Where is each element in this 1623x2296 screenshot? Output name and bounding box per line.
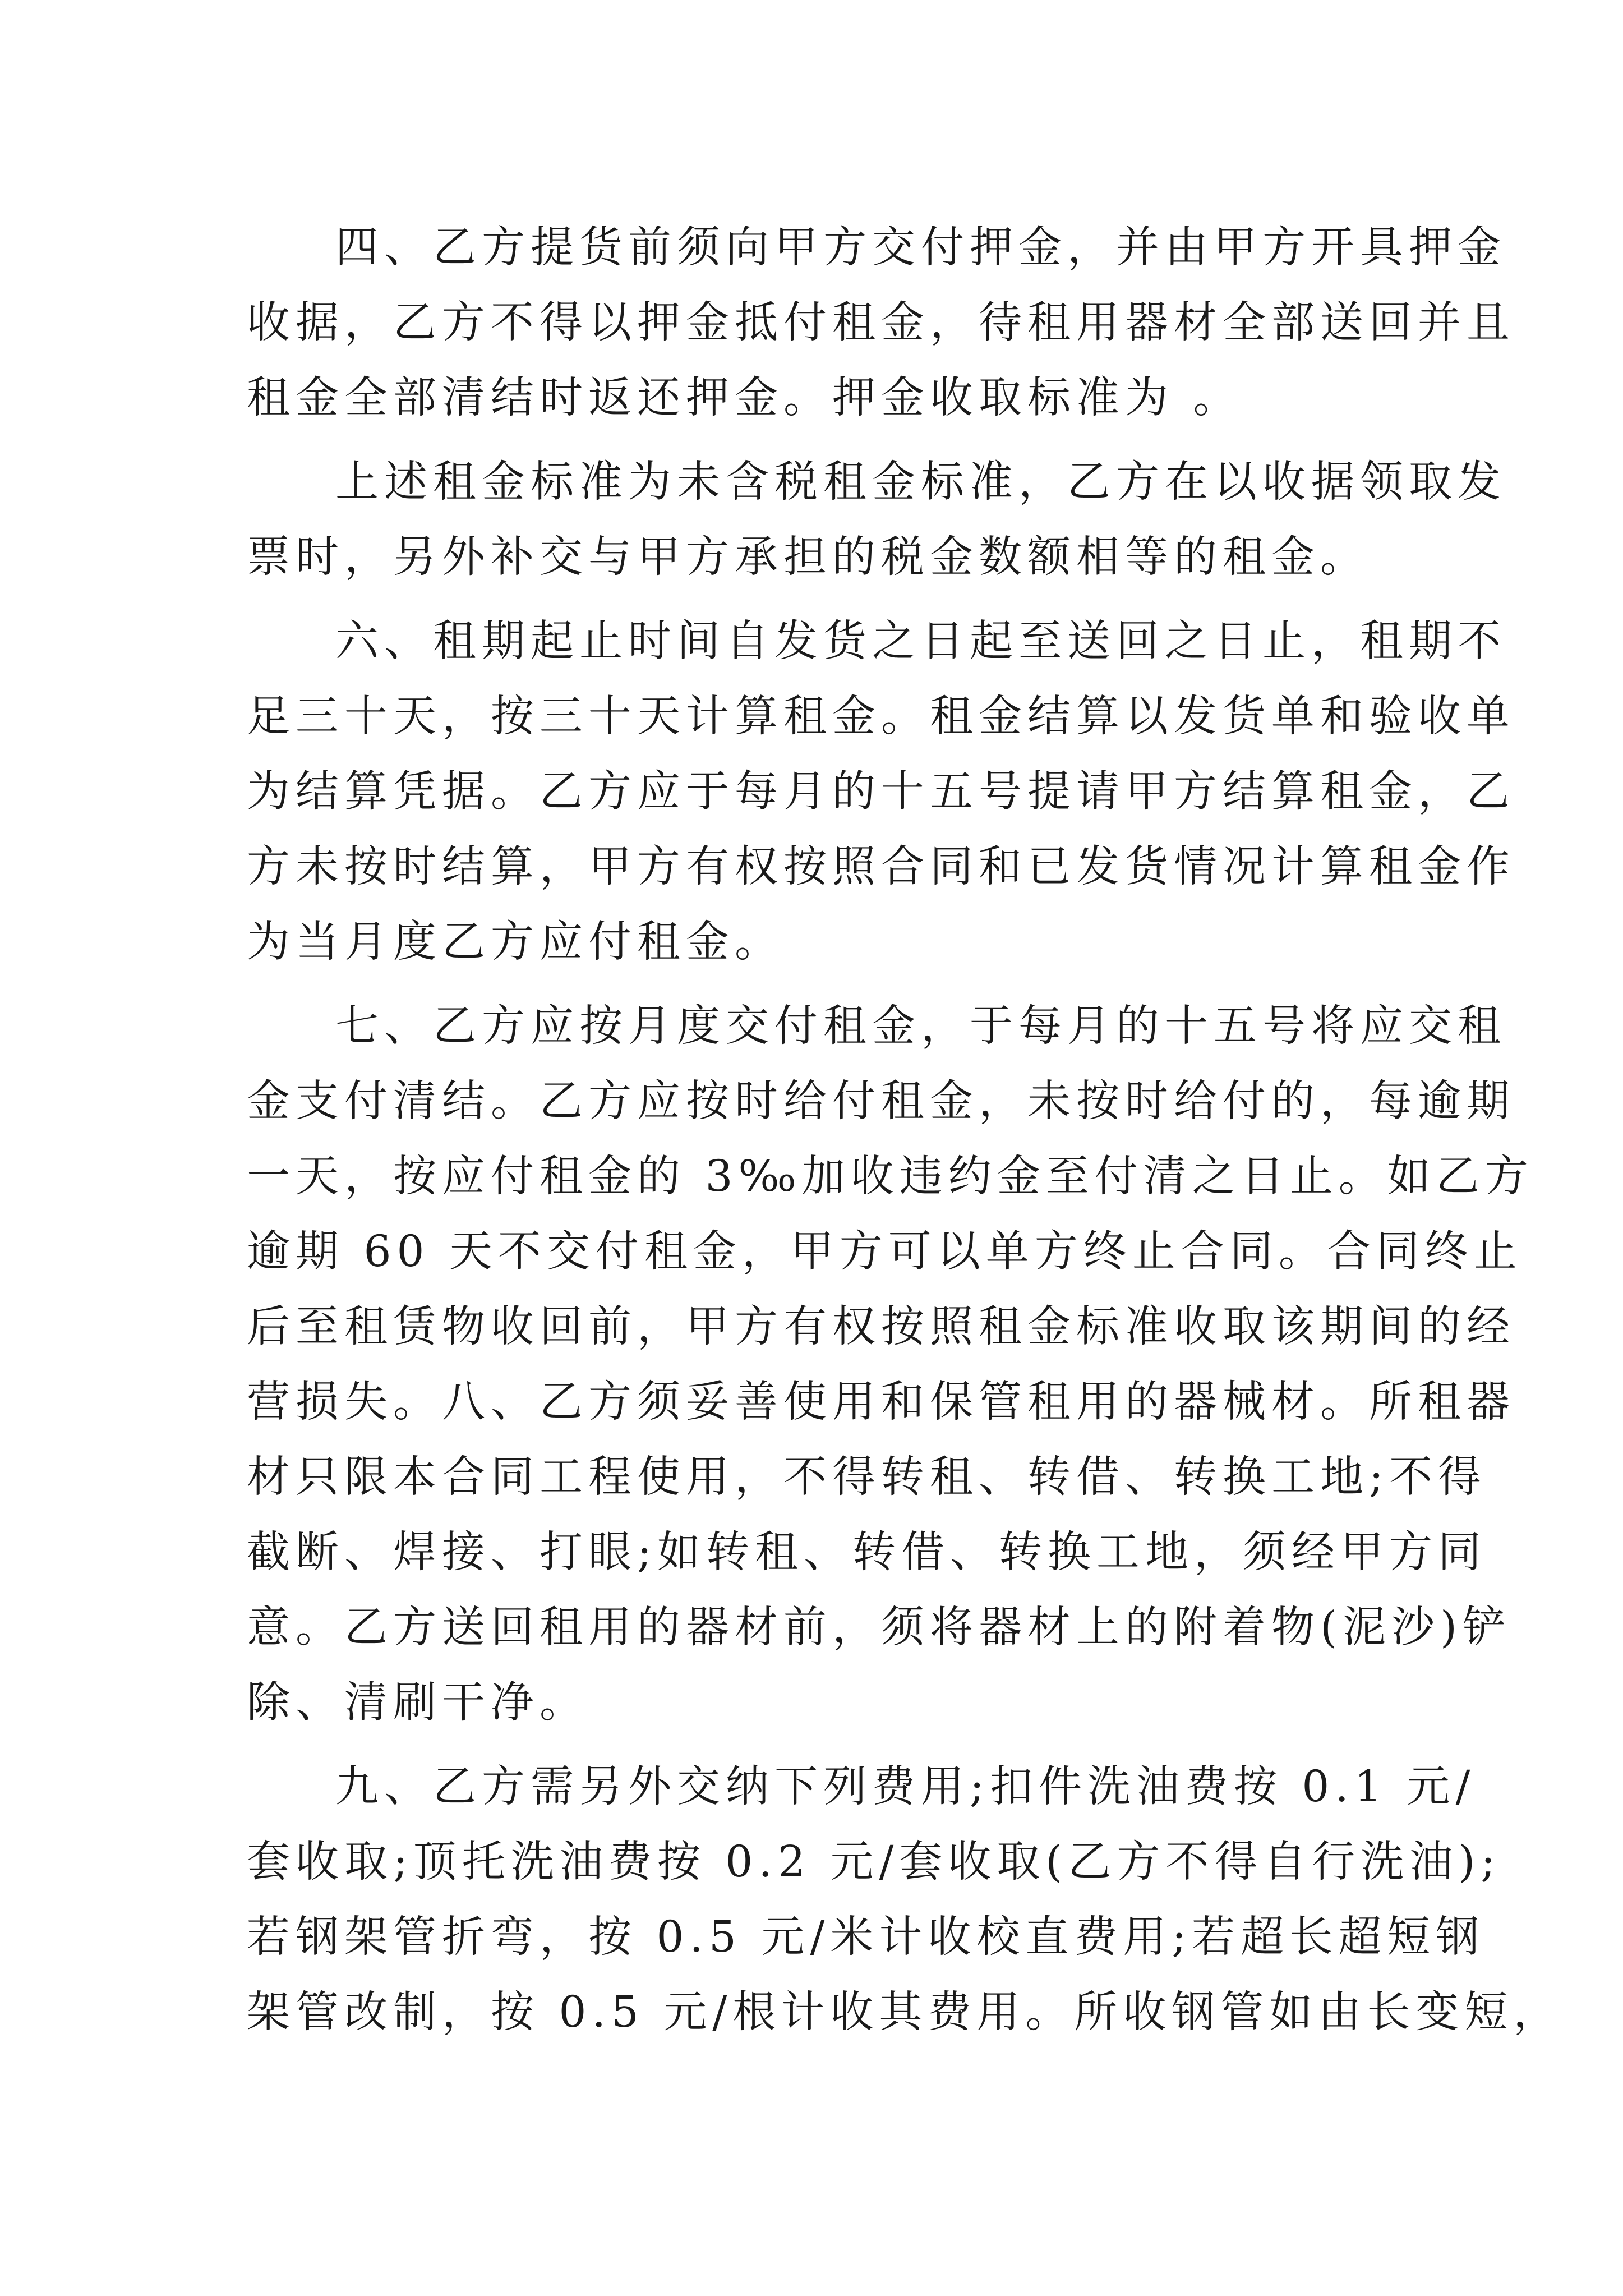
paragraph-clause-4 xyxy=(247,210,1515,436)
text-line: 材只限本合同工程使用，不得转租、转借、转换工地;不得 xyxy=(247,1452,1487,1502)
text-line: 租金全部清结时返还押金。押金收取标准为 。 xyxy=(247,373,1242,423)
text-line: 七、乙方应按月度交付租金，于每月的十五号将应交租 xyxy=(335,1001,1506,1051)
text-line: 架管改制，按 0.5 元/根计收其费用。所收钢管如由长变短， xyxy=(247,1987,1562,2037)
text-line: 除、清刷干净。 xyxy=(247,1678,588,1728)
text-line: 为结算凭据。乙方应于每月的十五号提请甲方结算租金，乙 xyxy=(247,767,1515,817)
paragraph-clause-7-8 xyxy=(247,989,1534,1741)
text-line: 若钢架管折弯，按 0.5 元/米计收校直费用;若超长超短钢 xyxy=(247,1912,1485,1962)
paragraph-clause-9 xyxy=(247,1750,1562,2050)
text-line: 后至租赁物收回前，甲方有权按照租金标准收取该期间的经 xyxy=(247,1302,1515,1352)
text-line: 九、乙方需另外交纳下列费用;扣件洗油费按 0.1 元/ xyxy=(335,1762,1476,1812)
text-line: 四、乙方提货前须向甲方交付押金，并由甲方开具押金 xyxy=(335,223,1506,273)
text-line: 逾期 60 天不交付租金，甲方可以单方终止合同。合同终止 xyxy=(247,1227,1523,1277)
text-line: 六、租期起止时间自发货之日起至送回之日止，租期不 xyxy=(335,616,1506,666)
text-line: 营损失。八、乙方须妥善使用和保管租用的器械材。所租器 xyxy=(247,1377,1515,1427)
text-line: 一天，按应付租金的 3‰加收违约金至付清之日止。如乙方 xyxy=(247,1152,1534,1202)
text-line: 为当月度乙方应付租金。 xyxy=(247,917,783,967)
text-line: 套收取;顶托洗油费按 0.2 元/套收取(乙方不得自行洗油); xyxy=(247,1837,1501,1887)
text-line: 意。乙方送回租用的器材前，须将器材上的附着物(泥沙)铲 xyxy=(247,1603,1512,1653)
text-line: 截断、焊接、打眼;如转租、转借、转换工地，须经甲方同 xyxy=(247,1527,1487,1577)
text-line: 上述租金标准为未含税租金标准，乙方在以收据领取发 xyxy=(335,457,1506,507)
text-line: 收据，乙方不得以押金抵付租金，待租用器材全部送回并且 xyxy=(247,298,1515,348)
text-line: 金支付清结。乙方应按时给付租金，未按时给付的，每逾期 xyxy=(247,1076,1515,1126)
paragraph-clause-6 xyxy=(247,604,1515,980)
text-line: 方未按时结算，甲方有权按照合同和已发货情况计算租金作 xyxy=(247,842,1515,892)
document-body xyxy=(247,210,1562,2050)
paragraph-tax-note xyxy=(247,445,1506,595)
text-line: 票时，另外补交与甲方承担的税金数额相等的租金。 xyxy=(247,532,1369,582)
text-line: 足三十天，按三十天计算租金。租金结算以发货单和验收单 xyxy=(247,692,1515,742)
